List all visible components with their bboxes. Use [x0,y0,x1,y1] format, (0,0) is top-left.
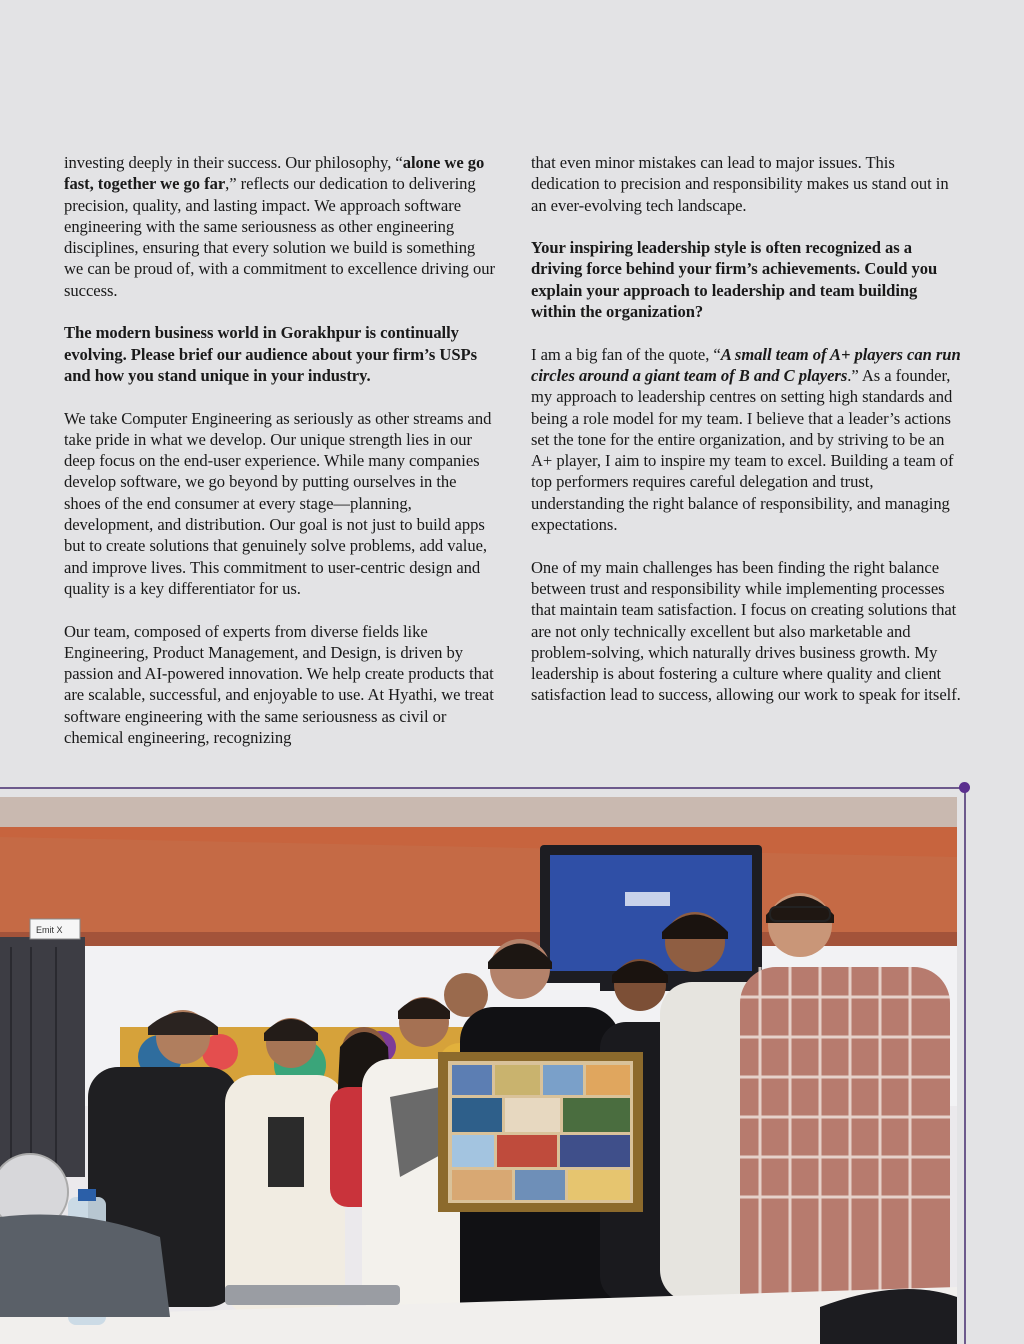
left-column [64,152,496,770]
interview-question-1: The modern business world in Gorakhpur is continually evolving. Please brief our audience about your firm’s USPs and how you stand unique in your industry. [64,323,478,385]
team-photo [0,797,957,1344]
interview-question-2: Your inspiring leadership style is often recognized as a driving force behind your firm’s achievements. Could you explain your approach to leadership and team building within the organization? [531,238,938,322]
right-paragraph-1: that even minor mistakes can lead to major issues. This dedication to precision and responsibility makes us stand out in an ever-evolving tech landscape. [531,153,949,215]
right-paragraph-2 [531,344,963,536]
horizontal-divider [0,787,965,789]
text-span: investing deeply in their success. Our philosophy, “ [64,153,403,172]
text-span: ,” reflects our dedication to delivering precision, quality, and lasting impact. We approach software engineering with the same seriousness as other engineering disciplines, ensuring that every solution we build is something we can be proud of, with a commitment to excellence driving our success. [64,174,495,300]
sign-text: Emit X [36,925,63,935]
bold-italic-quote: A small team of A+ players can run circles around a giant team of B and C players [531,344,961,385]
accent-dot [959,782,970,793]
left-paragraph-3: Our team, composed of experts from diverse fields like Engineering, Product Management, and Design, is driven by passion and AI-powered innovation. We help create products that are scalable, successful, and enjoyable to use. At Hyathi, we treat software engineering with the same seriousness as civil or chemical engineering, recognizing [64,621,494,748]
left-paragraph-1 [64,152,496,301]
left-paragraph-2: We take Computer Engineering as seriously as other streams and take pride in what we develop. Our unique strength lies in our deep focus on the end-user experience. While many companies develop software, we go beyond by putting ourselves in the shoes of the end consumer at every stage—planning, development, and distribution. Our goal is not just to build apps but to create solutions that genuinely solve problems, add value, and improve lives. This commitment to user-centric design and quality is a key differentiator for us. [64,408,492,598]
text-span: .” As a founder, my approach to leadership centres on setting high standards and being a role model for my team. I believe that a leader’s actions set the tone for the entire organization, and by striving to be an A+ player, I aim to inspire my team to excel. Building a team of top performers requires careful delegation and trust, understanding the right balance of responsibility, and managing expectations. [531,365,954,535]
right-column [531,152,963,727]
right-paragraph-3: One of my main challenges has been finding the right balance between trust and responsibility while implementing processes that maintain team satisfaction. I focus on creating solutions that are not only technically excellent but also marketable and problem-solving, which naturally drives business growth. My leadership is about fostering a culture where quality and client satisfaction lead to success, allowing our work to speak for itself. [531,557,961,705]
bold-quote: alone we go fast, together we go far [64,153,485,194]
text-span: I am a big fan of the quote, “ [531,344,721,364]
vertical-divider [964,787,966,1344]
